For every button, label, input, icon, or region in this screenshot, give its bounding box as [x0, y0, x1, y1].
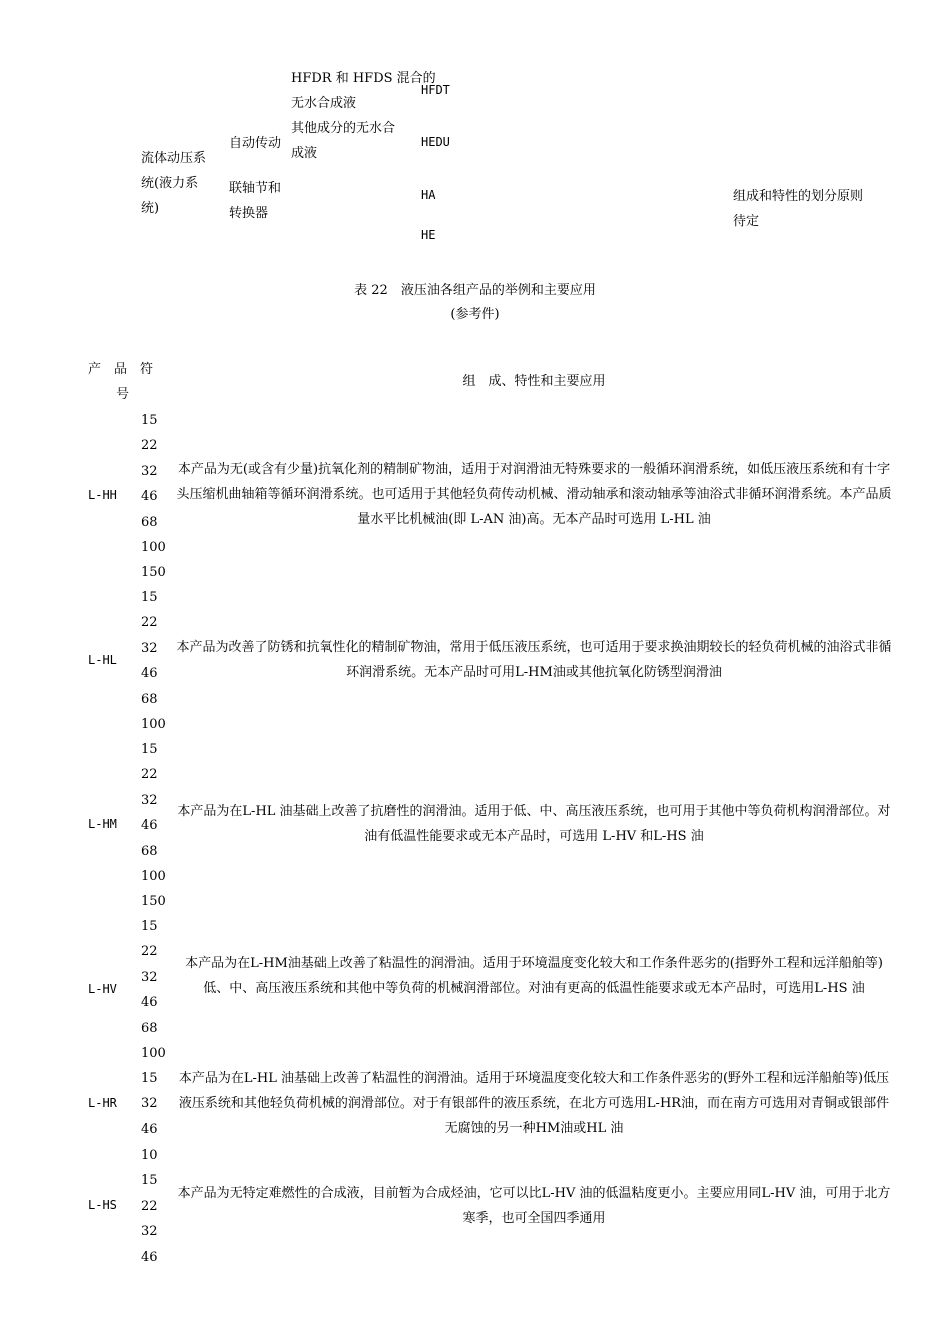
grade-value: 150 — [141, 565, 166, 581]
grade-value: 32 — [141, 640, 158, 656]
fragment-code-ha: HA — [421, 188, 436, 202]
grade-value: 68 — [141, 843, 158, 859]
grade-value: 46 — [141, 666, 158, 682]
grade-value: 150 — [141, 894, 166, 910]
row-code: L-HS — [88, 1198, 117, 1212]
fragment-col2-line: 转换器 — [229, 206, 269, 221]
grade-value: 32 — [141, 463, 158, 479]
fragment-col3-line: HFDR 和 HFDS 混合的 — [291, 71, 436, 86]
grade-value: 22 — [141, 1198, 158, 1214]
fragment-note-line: 待定 — [733, 214, 760, 229]
row-grades — [141, 914, 171, 1066]
fragment-code-hedu: HEDU — [421, 135, 450, 149]
grade-value: 68 — [141, 1020, 158, 1036]
row-code: L-HV — [88, 982, 117, 996]
grade-value: 15 — [141, 1071, 158, 1086]
grade-value: 100 — [141, 869, 166, 885]
grade-value: 32 — [141, 792, 158, 808]
grade-value: 15 — [141, 919, 158, 934]
table-title: 表 22 液压油各组产品的举例和主要应用 — [354, 283, 596, 298]
fragment-col3-line: 无水合成液 — [291, 96, 357, 111]
grade-value: 46 — [141, 1249, 158, 1265]
grade-value: 32 — [141, 969, 158, 985]
grade-value: 100 — [141, 717, 166, 733]
row-grades — [141, 585, 171, 737]
fragment-col3-line: 成液 — [291, 146, 318, 161]
grade-value: 15 — [141, 413, 158, 428]
row-description: 本产品为改善了防锈和抗氧性化的精制矿物油，常用于低压液压系统，也可适用于要求换油期较长的轻负荷机械的油浴式非循环润滑系统。无本产品时可用L-HM油或其他抗氧化防锈型润滑油 — [176, 640, 892, 680]
row-grades — [141, 1143, 171, 1270]
grade-value: 22 — [141, 944, 158, 960]
grade-value: 22 — [141, 438, 158, 454]
fragment-code-hfdt: HFDT — [421, 83, 450, 97]
row-description: 本产品为无特定难燃性的合成液，目前暂为合成烃油，它可以比L-HV 油的低温粘度更小。主要应用同L-HV 油，可用于北方寒季，也可全国四季通用 — [177, 1186, 891, 1226]
row-code: L-HL — [88, 653, 117, 667]
row-description: 本产品为在L-HM油基础上改善了粘温性的润滑油。适用于环境温度变化较大和工作条件恶劣的(指野外工程和远洋船舶等)低、中、高压液压系统和其他中等负荷的机械润滑部位。对油有更高的低温性能要求或无本产品时，可选用L-HS 油 — [185, 956, 883, 996]
header-col2: 组 成、特性和主要应用 — [462, 374, 606, 389]
row-code: L-HM — [88, 817, 117, 831]
row-grades — [141, 737, 171, 915]
table-subtitle: (参考件) — [450, 307, 500, 322]
row-description: 本产品为在L-HL 油基础上改善了粘温性的润滑油。适用于环境温度变化较大和工作条件恶劣的(野外工程和远洋船舶等)低压液压系统和其他轻负荷机械的润滑部位。对于有银部件的液压系统，在北方可选用L-HR油，而在南方可选用对青铜或银部件无腐蚀的另一种HM油或HL 油 — [178, 1071, 890, 1136]
fragment-col1-line: 统(液力系 — [141, 176, 199, 191]
header-col1 — [88, 357, 153, 407]
grade-value: 68 — [141, 514, 158, 530]
grade-value: 46 — [141, 818, 158, 834]
grade-value: 15 — [141, 590, 158, 605]
grade-value: 15 — [141, 1173, 158, 1189]
grade-value: 32 — [141, 1224, 158, 1240]
grade-value: 46 — [141, 995, 158, 1011]
header-col1-line: 产 品 符 — [88, 362, 154, 377]
fragment-col2 — [229, 131, 281, 226]
row-grades — [141, 408, 171, 586]
fragment-col2-line: 联轴节和 — [229, 181, 282, 196]
fragment-col3 — [291, 66, 436, 166]
grade-value: 46 — [141, 489, 158, 505]
fragment-col1-line: 流体动压系 — [141, 151, 207, 166]
grade-value: 68 — [141, 691, 158, 707]
row-description: 本产品为无(或含有少量)抗氧化剂的精制矿物油，适用于对润滑油无特殊要求的一般循环润滑系统，如低压液压系统和有十字头压缩机曲轴箱等循环润滑系统。也可适用于其他轻负荷传动机械、滑动轴承和滚动轴承等油浴式非循环润滑系统。本产品质量水平比机械油(即 L-AN 油)高。无本产品时可选用 L-HL 油 — [176, 462, 892, 527]
fragment-note — [733, 184, 863, 234]
grade-value: 46 — [141, 1121, 158, 1137]
grade-value: 15 — [141, 742, 158, 757]
grade-value: 22 — [141, 767, 158, 783]
grade-value: 22 — [141, 615, 158, 631]
fragment-col1 — [141, 146, 206, 221]
grade-value: 10 — [141, 1148, 158, 1163]
header-col1-line: 号 — [116, 387, 130, 402]
fragment-col1-line: 统) — [141, 201, 160, 216]
fragment-code-he: HE — [421, 228, 436, 242]
row-grades — [141, 1066, 171, 1142]
row-code: L-HH — [88, 488, 117, 502]
grade-value: 100 — [141, 540, 166, 556]
grade-value: 32 — [141, 1096, 158, 1112]
row-description: 本产品为在L-HL 油基础上改善了抗磨性的润滑油。适用于低、中、高压液压系统，也可用于其他中等负荷机构润滑部位。对油有低温性能要求或无本产品时，可选用 L-HV 和L-HS 油 — [177, 804, 891, 844]
fragment-col3-line: 其他成分的无水合 — [291, 121, 396, 136]
fragment-note-line: 组成和特性的划分原则 — [733, 189, 864, 204]
grade-value: 100 — [141, 1046, 166, 1062]
row-code: L-HR — [88, 1096, 117, 1110]
fragment-col2-line: 自动传动 — [229, 136, 282, 151]
